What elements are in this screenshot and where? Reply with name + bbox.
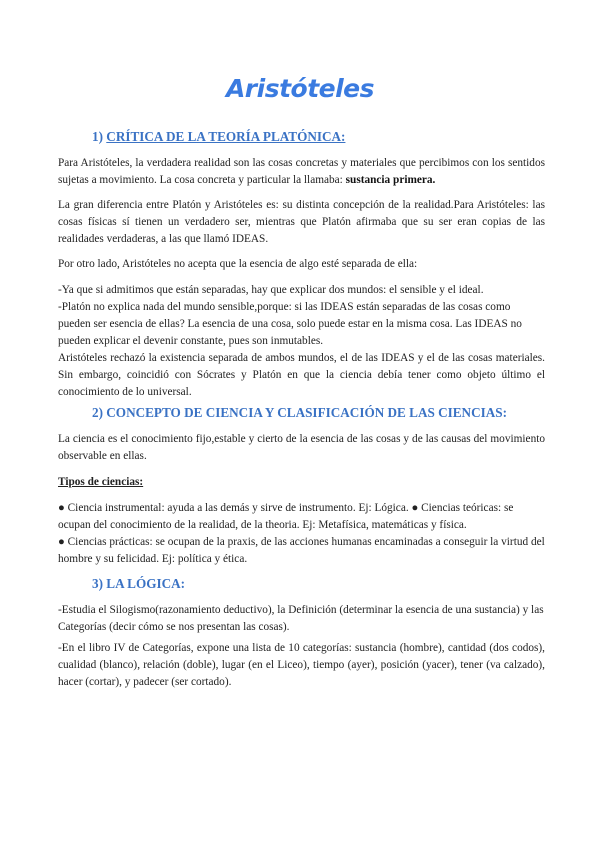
paragraph-4-line-1: -Ya que si admitimos que están separadas, hay que explicar dos mundos: el sensible y el ideal. <box>58 284 484 296</box>
section-2-list-2: ● Ciencias prácticas: se ocupan de la praxis, de las acciones humanas encaminadas a conseguir la virtud del hombre y su felicidad. Ej: política y ética. <box>58 536 545 565</box>
section-1-paragraph-4 <box>58 282 545 350</box>
section-3-paragraph-1: -Estudia el Silogismo(razonamiento deductivo), la Definición (determinar la esencia de una sustancia) y las Categorías (decir cómo se nos presentan las cosas). <box>58 604 544 633</box>
section-3-heading: 3) LA LÓGICA: <box>92 576 186 591</box>
types-of-sciences-label: Tipos de ciencias: <box>58 476 144 488</box>
section-1-heading <box>92 129 345 145</box>
paragraph-1-text: Para Aristóteles, la verdadera realidad son las cosas concretas y materiales que percibimos con los sentidos sujetas a movimiento. La cosa concreta y particular la llamaba: <box>58 157 545 186</box>
section-1-paragraph-1 <box>58 155 545 189</box>
section-1-paragraph-3: Por otro lado, Aristóteles no acepta que la esencia de algo esté separada de ella: <box>58 258 418 270</box>
section-1-paragraph-2: La gran diferencia entre Platón y Aristóteles es: su distinta concepción de la realidad.Para Aristóteles: las cosas físicas sí tienen un verdadero ser, mientras que Platón afirmaba que su ser eran copias de las realidades verdaderas, a las que llamó IDEAS. <box>58 199 545 245</box>
section-2-heading: 2) CONCEPTO DE CIENCIA Y CLASIFICACIÓN DE LAS CIENCIAS: <box>92 405 507 420</box>
page-title: Aristóteles <box>225 74 375 103</box>
section-1-heading-text: CRÍTICA DE LA TEORÍA PLATÓNICA: <box>106 129 346 144</box>
section-1-paragraph-5: Aristóteles rechazó la existencia separada de ambos mundos, el de las IDEAS y el de las cosas materiales. Sin embargo, coincidió con Sócrates y Platón en que la ciencia debía tener como objeto último el conocimiento de lo universal. <box>58 352 545 398</box>
paragraph-1-bold-term: sustancia primera. <box>345 174 436 186</box>
section-1-number: 1) <box>92 129 103 144</box>
section-2-subheading <box>58 474 545 491</box>
section-2-list-1: ● Ciencia instrumental: ayuda a las demás y sirve de instrumento. Ej: Lógica. ● Ciencias teóricas: se ocupan del conocimiento de la realidad, de la theoria. Ej: Metafísica, matemáticas y física. <box>58 502 514 531</box>
section-2-paragraph-1: La ciencia es el conocimiento fijo,estable y cierto de la esencia de las cosas y de las causas del movimiento observable en ellas. <box>58 433 545 462</box>
paragraph-4-line-2: -Platón no explica nada del mundo sensible,porque: si las IDEAS están separadas de las cosas como pueden ser esencia de ellas? La esencia de una cosa, solo puede estar en la misma cosa. Las IDEAS no pueden explicar el devenir constante, pues son inmutables. <box>58 301 522 347</box>
section-3-paragraph-2: -En el libro IV de Categorías, expone una lista de 10 categorías: sustancia (hombre), cantidad (dos codos), cualidad (blanco), relación (doble), lugar (en el Liceo), tiempo (ayer), posición (yacer), tener (va calzado), hacer (cortar), y padecer (ser cortado). <box>58 642 545 688</box>
